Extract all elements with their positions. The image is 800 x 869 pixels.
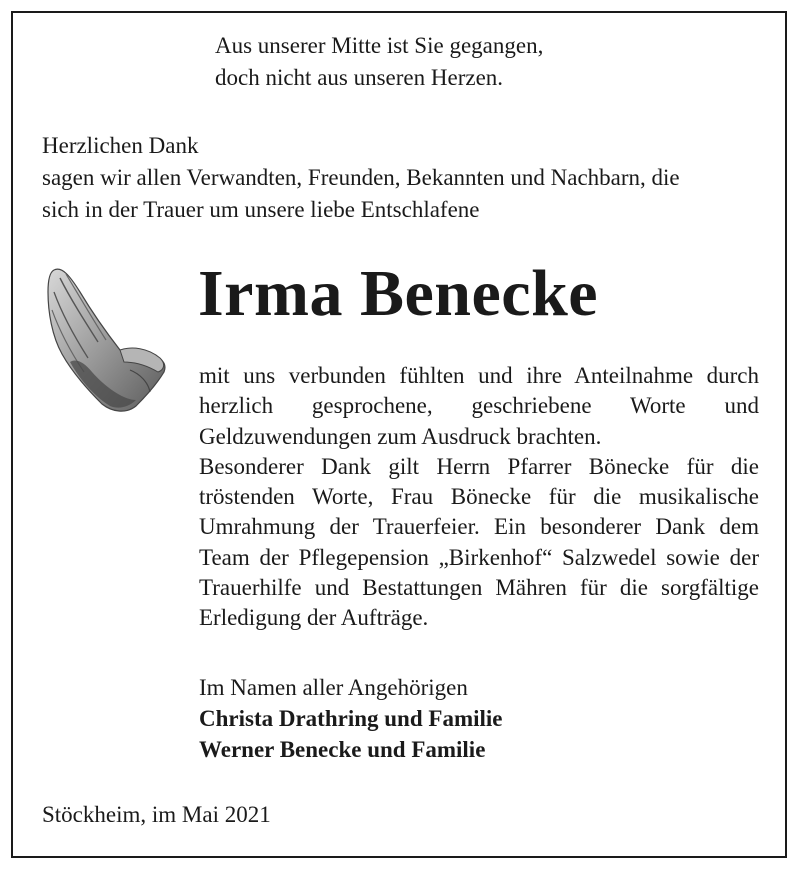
thanks-intro xyxy=(42,130,762,226)
place-and-date: Stöckheim, im Mai 2021 xyxy=(42,802,271,827)
signature-intro: Im Namen aller Angehörigen xyxy=(199,675,468,700)
acknowledgement-paragraph-1: mit uns verbunden fühlten und ihre Anteilnahme durch herzlich gesprochene, geschriebene Worte und Geldzuwendungen zum Ausdruck brachten. xyxy=(199,363,759,449)
motto-line-1: Aus unserer Mitte ist Sie gegangen, xyxy=(215,33,544,58)
motto-line-2: doch nicht aus unseren Herzen. xyxy=(215,65,504,90)
signature-family-1: Christa Drathring und Familie xyxy=(199,706,503,731)
acknowledgement-paragraph-2: Besonderer Dank gilt Herrn Pfarrer Bönecke für die tröstenden Worte, Frau Bönecke für die musikalische Umrahmung der Trauerfeier. Ein besonderer Dank dem Team der Pflegepension „Birkenhof“ Salzwedel sowie der Trauerhilfe und Bestattungen Mähren für die sorgfältige Erledigung der Aufträge. xyxy=(199,453,759,631)
signature-block xyxy=(199,672,502,765)
signature-family-2: Werner Benecke und Familie xyxy=(199,737,486,762)
praying-hands-icon xyxy=(40,262,170,417)
deceased-name: Irma Benecke xyxy=(198,257,599,330)
thanks-line-1: Herzlichen Dank xyxy=(42,133,199,158)
thanks-line-2: sagen wir allen Verwandten, Freunden, Bekannten und Nachbarn, die xyxy=(42,165,680,190)
acknowledgement-text xyxy=(199,361,759,634)
thanks-line-3: sich in der Trauer um unsere liebe Entschlafene xyxy=(42,197,480,222)
motto-verse xyxy=(215,30,715,94)
